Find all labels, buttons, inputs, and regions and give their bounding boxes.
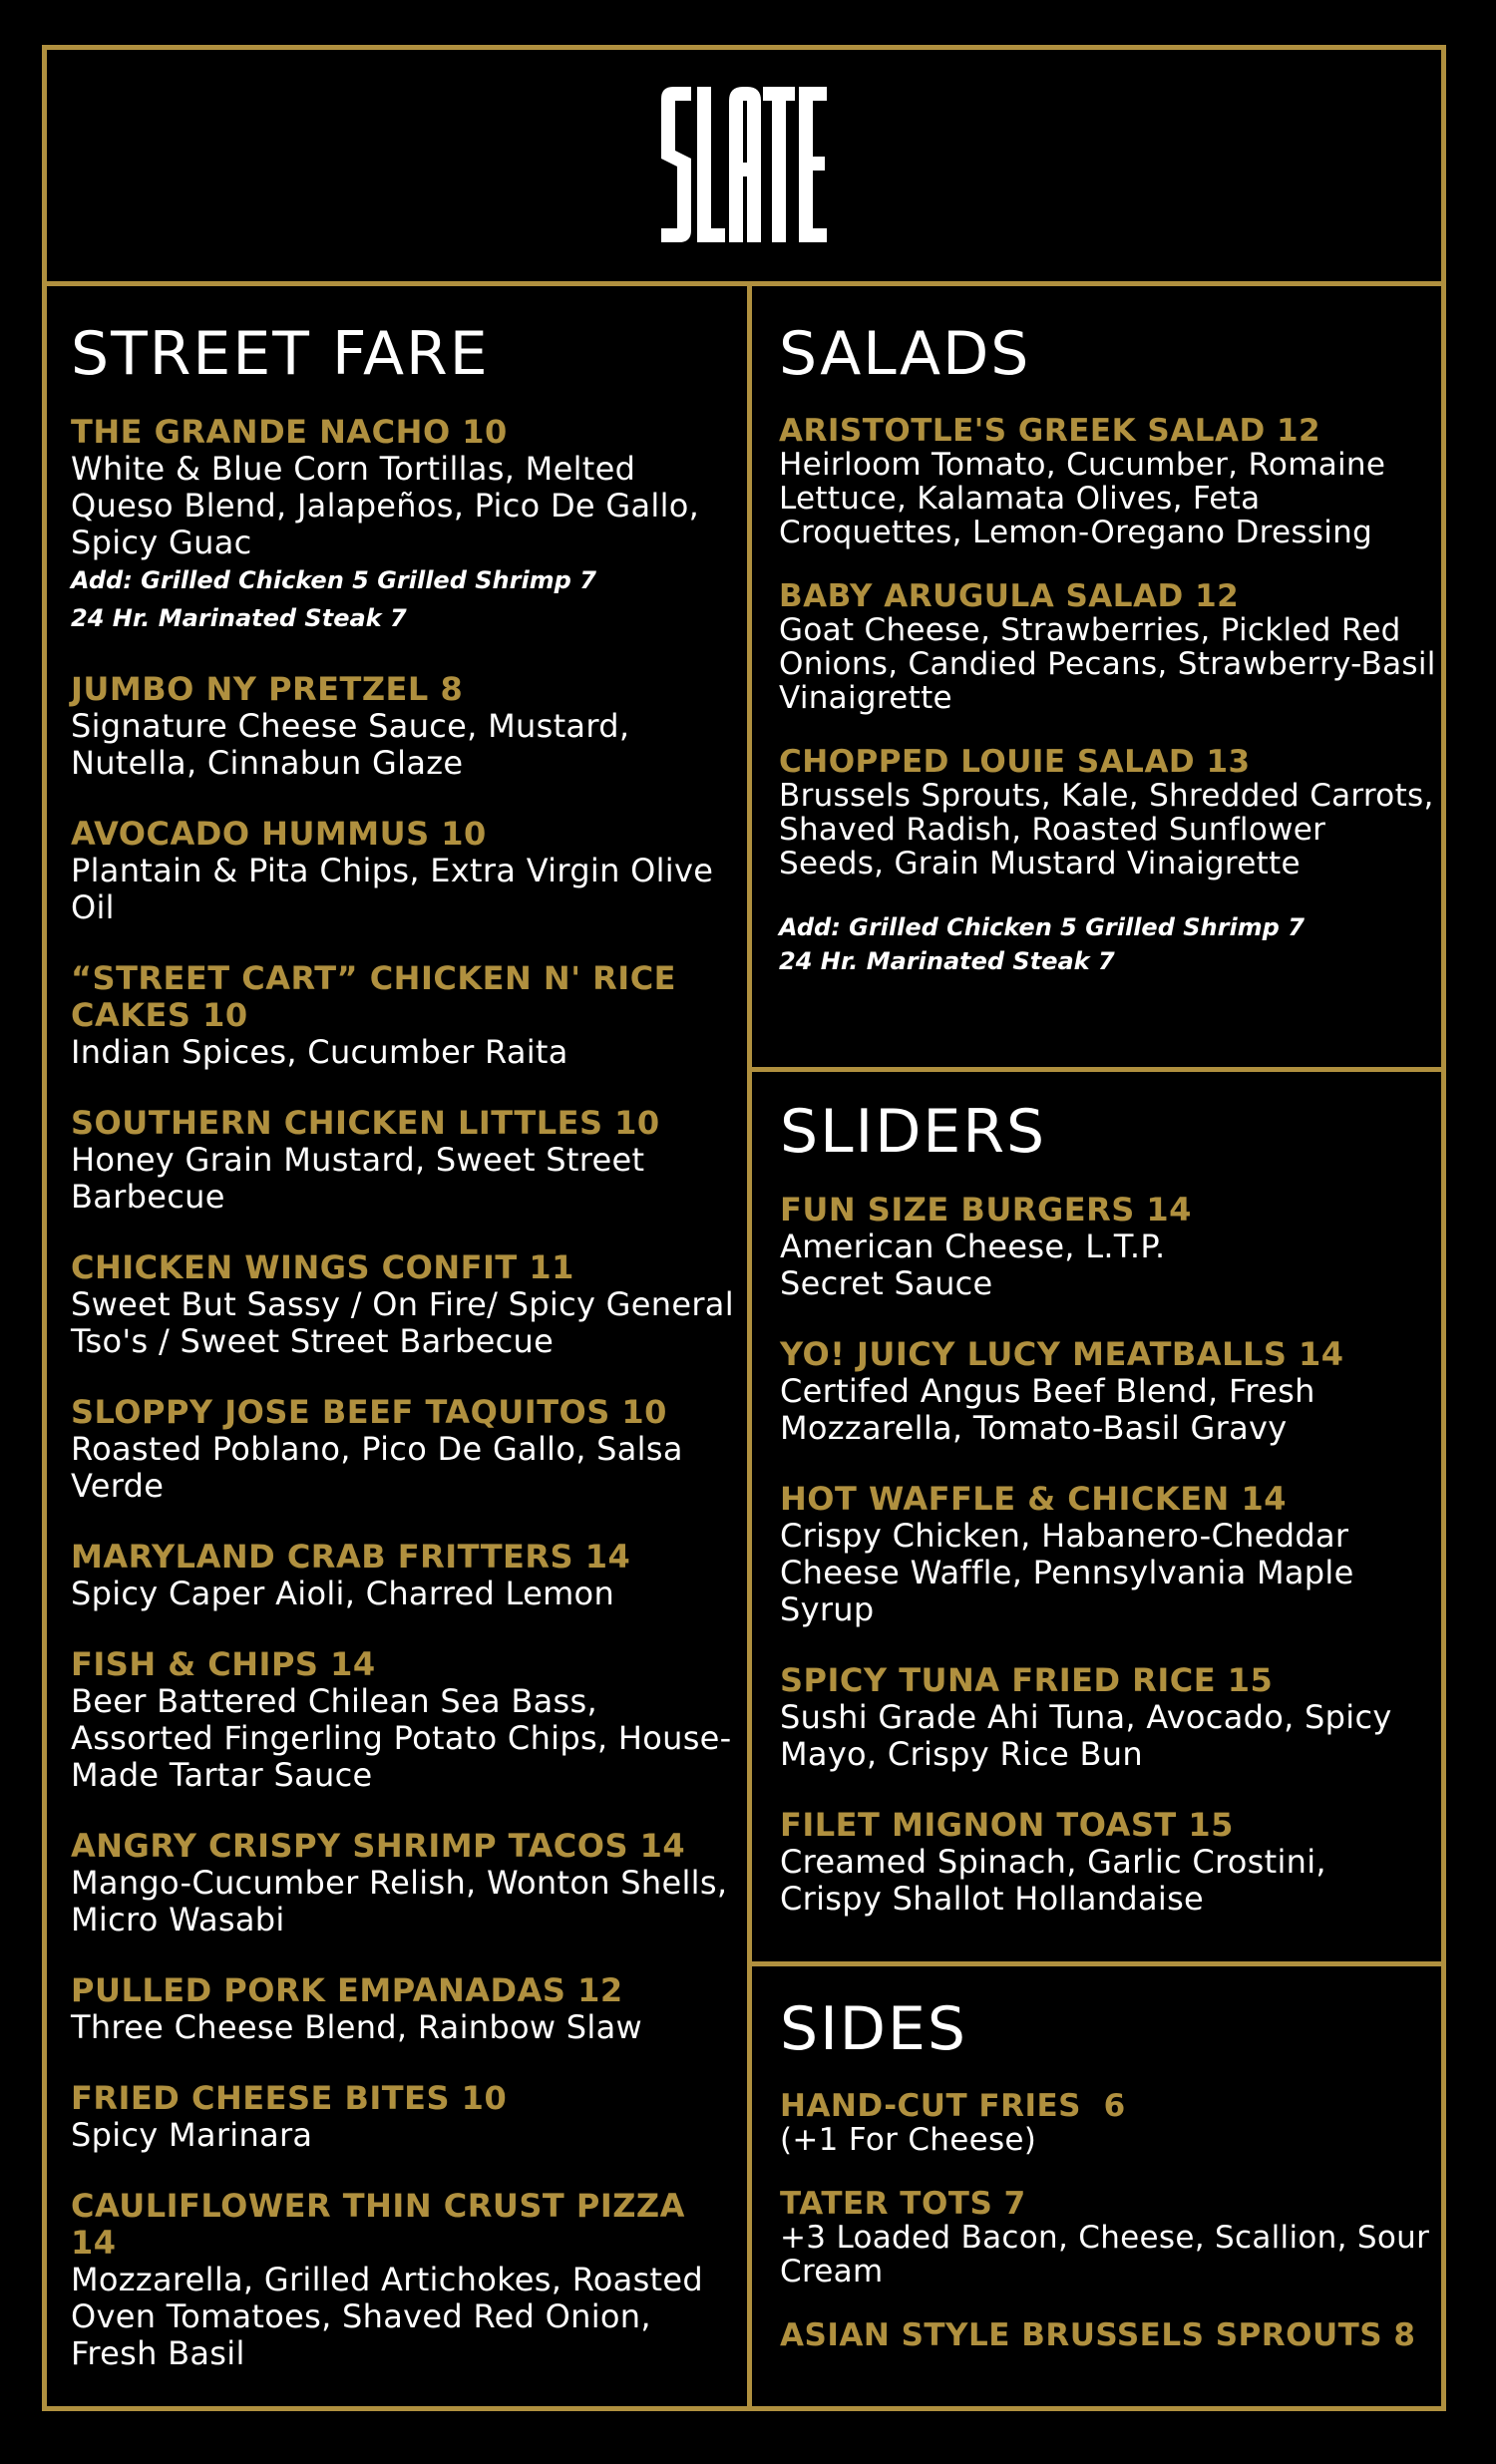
menu-item — [71, 1539, 739, 1612]
menu-item — [71, 1105, 739, 1216]
item-name: FISH & CHIPS 14 — [71, 1645, 376, 1683]
menu-item — [71, 671, 739, 782]
menu-item — [780, 1336, 1438, 1447]
menu-item — [71, 1646, 739, 1794]
menu-item — [780, 2187, 1438, 2288]
section-title-sides: SIDES — [780, 1994, 967, 2064]
item-description: (+1 For Cheese) — [780, 2122, 1037, 2158]
item-description: Three Cheese Blend, Rainbow Slaw — [71, 2008, 642, 2046]
item-name: FRIED CHEESE BITES 10 — [71, 2079, 508, 2117]
item-name: THE GRANDE NACHO 10 — [71, 413, 508, 451]
menu-item — [71, 1249, 739, 1360]
menu-item — [780, 1192, 1438, 1302]
item-name: MARYLAND CRAB FRITTERS 14 — [71, 1538, 631, 1576]
menu-item — [71, 1394, 739, 1505]
item-description: Beer Battered Chilean Sea Bass, Assorted Fingerling Potato Chips, House-Made Tartar Sauce — [71, 1682, 732, 1794]
item-name: “STREET CART” CHICKEN N' RICE CAKES 10 — [71, 959, 677, 1034]
item-name: HOT WAFFLE & CHICKEN 14 — [780, 1480, 1287, 1518]
item-description: Mango-Cucumber Relish, Wonton Shells, Micro Wasabi — [71, 1864, 728, 1938]
column-divider — [747, 286, 752, 2406]
add-on-line: 24 Hr. Marinated Steak 7 — [779, 947, 1115, 975]
item-description: Creamed Spinach, Garlic Crostini, Crispy Shallot Hollandaise — [780, 1843, 1326, 1918]
item-description: Indian Spices, Cucumber Raita — [71, 1033, 568, 1071]
menu-item — [71, 2188, 739, 2372]
menu-item — [71, 2080, 739, 2154]
item-name: FUN SIZE BURGERS 14 — [780, 1191, 1192, 1229]
item-description: Honey Grain Mustard, Sweet Street Barbecue — [71, 1141, 645, 1216]
item-description: American Cheese, L.T.P. — [780, 1228, 1166, 1265]
sliders-section — [780, 1097, 1438, 1951]
street-fare-section — [71, 319, 739, 2406]
item-name: TATER TOTS 7 — [780, 2186, 1026, 2222]
item-name: PULLED PORK EMPANADAS 12 — [71, 1971, 623, 2009]
item-name: CAULIFLOWER THIN CRUST PIZZA 14 — [71, 2187, 685, 2262]
slate-logo — [659, 81, 829, 250]
item-name: CHOPPED LOUIE SALAD 13 — [779, 744, 1251, 780]
item-name: SPICY TUNA FRIED RICE 15 — [780, 1661, 1274, 1699]
item-description: Crispy Chicken, Habanero-Cheddar Cheese Waffle, Pennsylvania Maple Syrup — [780, 1517, 1354, 1628]
sliders-sides-divider — [752, 1961, 1441, 1966]
logo-header — [47, 50, 1441, 286]
item-description: Sushi Grade Ahi Tuna, Avocado, Spicy Mayo, Crispy Rice Bun — [780, 1698, 1392, 1773]
item-name: CHICKEN WINGS CONFIT 11 — [71, 1248, 574, 1286]
item-name: ARISTOTLE'S GREEK SALAD 12 — [779, 413, 1321, 449]
item-name: SLOPPY JOSE BEEF TAQUITOS 10 — [71, 1393, 667, 1431]
item-description: Signature Cheese Sauce, Mustard, Nutella, Cinnabun Glaze — [71, 707, 630, 782]
section-title-street-fare: STREET FARE — [71, 319, 490, 389]
item-description: Plantain & Pita Chips, Extra Virgin Olive Oil — [71, 852, 714, 926]
item-description: Sweet But Sassy / On Fire/ Spicy General Tso's / Sweet Street Barbecue — [71, 1285, 734, 1360]
item-description: White & Blue Corn Tortillas, Melted Queso Blend, Jalapeños, Pico De Gallo, Spicy Guac — [71, 450, 700, 561]
item-name: ASIAN STYLE BRUSSELS SPROUTS 8 — [780, 2317, 1416, 2353]
menu-item — [780, 2089, 1438, 2157]
menu-item — [780, 1807, 1438, 1918]
menu-item — [780, 1662, 1438, 1773]
item-description: +3 Loaded Bacon, Cheese, Scallion, Sour Cream — [780, 2220, 1430, 2289]
section-title-sliders: SLIDERS — [780, 1097, 1047, 1167]
item-name: JUMBO NY PRETZEL 8 — [71, 670, 464, 708]
menu-item — [71, 816, 739, 926]
item-description: Certifed Angus Beef Blend, Fresh Mozzarella, Tomato-Basil Gravy — [780, 1372, 1315, 1447]
add-on-line: Add: Grilled Chicken 5 Grilled Shrimp 7 — [71, 566, 596, 594]
salad-add-ons — [779, 910, 1437, 978]
menu-item — [71, 1828, 739, 1938]
add-on-line: Add: Grilled Chicken 5 Grilled Shrimp 7 — [779, 913, 1305, 941]
item-name: BABY ARUGULA SALAD 12 — [779, 578, 1240, 614]
item-name: AVOCADO HUMMUS 10 — [71, 815, 487, 853]
salads-section — [779, 319, 1437, 978]
menu-item — [779, 579, 1437, 715]
item-description: Roasted Poblano, Pico De Gallo, Salsa Verde — [71, 1430, 683, 1505]
menu-item — [71, 1972, 739, 2046]
menu-item — [71, 960, 739, 1071]
salads-sliders-divider — [752, 1067, 1441, 1072]
menu-item — [780, 2318, 1438, 2352]
item-name: ANGRY CRISPY SHRIMP TACOS 14 — [71, 1827, 686, 1865]
item-description: Spicy Caper Aioli, Charred Lemon — [71, 1575, 615, 1612]
menu-item — [779, 745, 1437, 880]
item-name: YO! JUICY LUCY MEATBALLS 14 — [780, 1335, 1344, 1373]
menu-item — [780, 1481, 1438, 1628]
item-description: Brussels Sprouts, Kale, Shredded Carrots, Shaved Radish, Roasted Sunflower Seeds, Grain Mustard Vinaigrette — [779, 778, 1434, 881]
add-on-line: 24 Hr. Marinated Steak 7 — [71, 604, 407, 632]
item-description: Spicy Marinara — [71, 2116, 313, 2154]
item-description: Goat Cheese, Strawberries, Pickled Red Onions, Candied Pecans, Strawberry-Basil Vinaigrette — [779, 612, 1436, 716]
item-name: SOUTHERN CHICKEN LITTLES 10 — [71, 1104, 660, 1142]
item-name: FILET MIGNON TOAST 15 — [780, 1806, 1234, 1844]
menu-item — [779, 414, 1437, 549]
item-description: Heirloom Tomato, Cucumber, Romaine Lettuce, Kalamata Olives, Feta Croquettes, Lemon-Oregano Dressing — [779, 447, 1386, 550]
item-description: Mozzarella, Grilled Artichokes, Roasted Oven Tomatoes, Shaved Red Onion, Fresh Basil — [71, 2261, 703, 2372]
section-title-salads: SALADS — [779, 319, 1031, 389]
menu-item — [71, 414, 739, 637]
sides-section — [780, 1994, 1438, 2382]
item-description: Secret Sauce — [780, 1264, 993, 1302]
menu-frame — [42, 45, 1446, 2411]
item-name: HAND-CUT FRIES 6 — [780, 2088, 1126, 2124]
